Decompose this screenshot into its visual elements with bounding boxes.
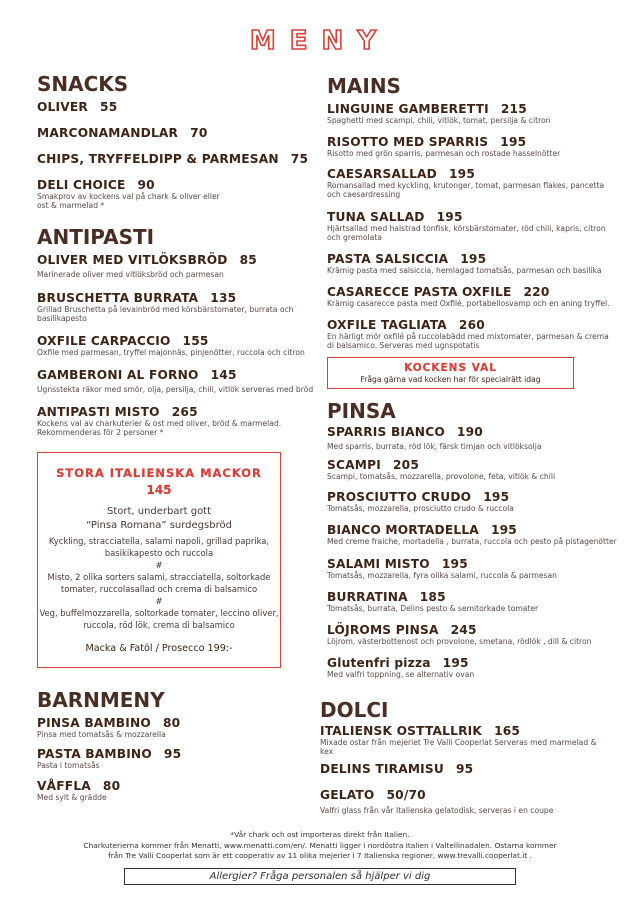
item-name: ITALIENSK OSTTALLRIK xyxy=(320,724,483,738)
item-price: 135 xyxy=(210,291,237,305)
item-description: Löjrom, västerbottenost och provolone, smetana, rödlök , dill & citron xyxy=(327,637,592,646)
menu-item xyxy=(37,253,327,280)
item-description: Kockens val av charkuterier & ost med oliver, bröd & marmelad. Rekommenderas för 2 personer * xyxy=(37,419,282,437)
menu-item xyxy=(327,557,617,581)
item-price: 195 xyxy=(490,523,517,537)
menu-item xyxy=(327,102,617,126)
snacks-heading: SNACKS xyxy=(37,72,129,96)
item-price: 260 xyxy=(458,318,485,332)
mackor-title: STORA ITALIENSKA MACKOR xyxy=(56,466,262,480)
menu-item xyxy=(327,425,617,452)
item-description: Pasta i tomatsås xyxy=(37,761,100,770)
item-name: LÖJROMS PINSA xyxy=(327,623,439,637)
item-name: OLIVER xyxy=(37,100,89,114)
item-price: 205 xyxy=(392,458,419,472)
item-name: RISOTTO MED SPARRIS xyxy=(327,135,489,149)
item-description: En härligt mör oxfilé på ruccolabädd med mixtomater, parmesan & crema di balsamico. Serveras med ugnspotatis xyxy=(327,332,609,350)
item-price: 90 xyxy=(137,178,155,192)
kockens-val-text: Fråga gärna vad kocken har för specialrätt idag xyxy=(360,375,541,384)
item-price: 195 xyxy=(449,167,476,181)
menu-item xyxy=(327,523,617,547)
item-price: 195 xyxy=(442,656,469,670)
menu-item xyxy=(37,405,297,438)
mains-heading: MAINS xyxy=(327,74,401,98)
item-description: Med sparris, burrata, röd lök, färsk timjan och vitlöksolja xyxy=(327,442,542,451)
menu-item xyxy=(37,291,327,324)
item-price: 220 xyxy=(523,285,550,299)
menu-item xyxy=(37,126,327,140)
item-price: 95 xyxy=(163,747,182,761)
footer-line: från Tre Valli Cooperlat som är ett cooperativ av 11 olika mejerier i 7 Italienska regioner, www.trevalli.cooperlat.it . xyxy=(108,851,532,860)
dolci-heading: DOLCI xyxy=(320,698,389,722)
item-name: BURRATINA xyxy=(327,590,408,604)
menu-item xyxy=(37,368,327,395)
mackor-price: 145 xyxy=(146,483,172,497)
menu-item xyxy=(327,167,617,200)
menu-item xyxy=(327,210,617,243)
item-price: 245 xyxy=(450,623,477,637)
item-description: Oxfile med parmesan, tryffel majonnäs, pinjenötter, ruccola och citron xyxy=(37,348,305,357)
allergy-notice: Allergier? Fråga personalen så hjälper vi dig xyxy=(124,868,516,885)
item-price: 265 xyxy=(171,405,198,419)
item-name: PROSCIUTTO CRUDO xyxy=(327,490,472,504)
pinsa-heading: PINSA xyxy=(327,399,396,423)
menu-item xyxy=(327,490,617,514)
mackor-line: Veg, buffelmozzarella, soltorkade tomater, leccino oliver, xyxy=(39,608,279,618)
item-description: Risotto med grön sparris, parmesan och rostade hasselnötter xyxy=(327,149,561,158)
mackor-line: tomater, ruccolasallad och crema di balsamico xyxy=(60,584,258,594)
mackor-line: basikikapesto och ruccola xyxy=(104,548,214,558)
item-description: Romansallad med kyckling, krutonger, tomat, parmesan flakes, pancetta och caesardressing xyxy=(327,181,605,199)
item-description: Smakprov av kockens val på chark & oliver eller ost & marmelad * xyxy=(37,192,220,210)
item-price: 85 xyxy=(239,253,257,267)
item-name: CAESARSALLAD xyxy=(327,167,437,181)
item-name: Glutenfri pizza xyxy=(327,656,431,670)
item-name: VÅFFLA xyxy=(37,779,91,793)
item-name: PASTA SALSICCIA xyxy=(327,252,449,266)
item-name: MARCONAMANDLAR xyxy=(37,126,179,140)
menu-item xyxy=(37,100,327,114)
menu-item xyxy=(327,135,617,159)
menu-item xyxy=(327,285,617,309)
item-price: 155 xyxy=(182,334,209,348)
item-price: 165 xyxy=(494,724,521,738)
item-name: CHIPS, TRYFFELDIPP & PARMESAN xyxy=(37,152,279,166)
item-description: Pinsa med tomatsås & mozzarella xyxy=(37,730,166,739)
item-description: Krämig casarecce pasta med Oxfilé, portabellosvamp och en aning tryffel. xyxy=(327,299,610,308)
item-name: DELINS TIRAMISU xyxy=(320,762,444,776)
item-description: Tomatsås, mozzarella, prosciutto crudo & ruccola xyxy=(327,504,514,513)
footer-notes xyxy=(0,830,640,862)
mackor-line: Misto, 2 olika sorters salami, stracciatella, soltorkade xyxy=(47,572,271,582)
item-description: Med valfri toppning, se alternativ ovan xyxy=(327,670,475,679)
item-price: 195 xyxy=(460,252,487,266)
item-name: SCAMPI xyxy=(327,458,381,472)
item-description: Scampi, tomatsås, mozzarella, provolone, feta, vitlök & chili xyxy=(327,472,556,481)
mackor-separator: # xyxy=(155,596,163,606)
kockens-val-title: KOCKENS VAL xyxy=(404,362,497,374)
item-price: 215 xyxy=(500,102,527,116)
item-price: 185 xyxy=(419,590,446,604)
barnmeny-heading: BARNMENY xyxy=(37,688,165,712)
item-name: BRUSCHETTA BURRATA xyxy=(37,291,199,305)
item-name: PASTA BAMBINO xyxy=(37,747,152,761)
item-name: SALAMI MISTO xyxy=(327,557,430,571)
item-name: SPARRIS BIANCO xyxy=(327,425,445,439)
mackor-line: Kyckling, stracciatella, salami napoli, grillad paprika, xyxy=(48,536,270,546)
item-price: 195 xyxy=(500,135,527,149)
item-description: Valfri glass från vår Italienska gelatodisk, serveras i en coupe xyxy=(320,806,554,815)
menu-item xyxy=(37,152,327,166)
menu-item xyxy=(37,716,327,740)
menu-item xyxy=(327,623,617,647)
item-name: TUNA SALLAD xyxy=(327,210,425,224)
item-price: 95 xyxy=(455,762,474,776)
menu-item xyxy=(327,318,617,351)
menu-item xyxy=(327,458,617,482)
item-name: LINGUINE GAMBERETTI xyxy=(327,102,489,116)
item-name: ANTIPASTI MISTO xyxy=(37,405,160,419)
item-description: Ugnsstekta räkor med smör, olja, persilja, chili, vitlök serveras med bröd xyxy=(37,385,314,394)
item-description: Marinerade oliver med vitlöksbröd och parmesan xyxy=(37,270,224,279)
menu-item xyxy=(327,656,617,680)
item-name: BIANCO MORTADELLA xyxy=(327,523,479,537)
item-description: Med creme fraiche, mortadella , burrata, ruccola och pesto på pistagenötter xyxy=(327,537,617,546)
item-price: 70 xyxy=(190,126,208,140)
item-description: Hjärtsallad med halstrad tonfisk, körsbärstomater, röd chili, kapris, citron och gremolata xyxy=(327,224,606,242)
item-name: GELATO xyxy=(320,788,375,802)
menu-item xyxy=(327,252,617,276)
mackor-separator: # xyxy=(155,560,163,570)
mackor-combo: Macka & Fatöl / Prosecco 199:- xyxy=(85,643,233,654)
item-price: 195 xyxy=(436,210,463,224)
footer-line: Charkuterierna kommer från Menatti, www.menatti.com/en/. Menatti ligger i nordöstra Italien i Valtellinadalen. Ostarna kommer xyxy=(83,840,557,850)
item-description: Mixade ostar från mejeriet Tre Valli Cooperlat Serveras med marmelad & kex xyxy=(320,738,597,756)
mackor-line: ruccola, röd lök, crema di balsamico xyxy=(83,620,235,630)
menu-item xyxy=(320,762,610,776)
item-price: 80 xyxy=(102,779,121,793)
item-description: Krämig pasta med salsiccia, hemlagad tomatsås, parmesan och basilika xyxy=(327,266,602,275)
item-name: OXFILE TAGLIATA xyxy=(327,318,447,332)
item-description: Tomatsås, burrata, Delins pesto & semitorkade tomater xyxy=(327,604,539,613)
item-name: PINSA BAMBINO xyxy=(37,716,151,730)
menu-item xyxy=(320,724,610,757)
menu-title: MENY xyxy=(249,26,391,56)
item-price: 190 xyxy=(456,425,483,439)
item-description: Med sylt & grädde xyxy=(37,793,107,802)
mackor-subtitle: “Pinsa Romana” surdegsbröd xyxy=(86,520,232,531)
item-price: 145 xyxy=(210,368,237,382)
item-name: OXFILE CARPACCIO xyxy=(37,334,171,348)
antipasti-heading: ANTIPASTI xyxy=(37,225,155,249)
item-description: Tomatsås, mozzarella, fyra olika salami, ruccola & parmesan xyxy=(327,571,557,580)
item-price: 195 xyxy=(441,557,468,571)
item-price: 80 xyxy=(162,716,181,730)
kockens-val-box xyxy=(327,357,574,389)
item-price: 195 xyxy=(483,490,510,504)
item-price: 55 xyxy=(100,100,118,114)
item-description: Grillad Bruschetta på levainbröd med körsbärstomater, burrata och basilikapesto xyxy=(37,305,294,323)
menu-item xyxy=(37,178,227,211)
mackor-box xyxy=(37,452,281,668)
item-price: 75 xyxy=(290,152,309,166)
menu-item xyxy=(37,334,327,358)
menu-item xyxy=(320,788,610,816)
item-name: CASARECCE PASTA OXFILE xyxy=(327,285,512,299)
item-name: OLIVER MED VITLÖKSBRÖD xyxy=(37,253,228,267)
footer-line: *Vår chark och ost importeras direkt från Italien. xyxy=(230,830,410,839)
menu-item xyxy=(37,747,327,771)
menu-item xyxy=(327,590,617,614)
mackor-subtitle: Stort, underbart gott xyxy=(106,506,212,517)
item-name: GAMBERONI AL FORNO xyxy=(37,368,199,382)
menu-item xyxy=(37,779,327,803)
item-name: DELI CHOICE xyxy=(37,178,126,192)
item-price: 50/70 xyxy=(386,788,426,802)
item-description: Spaghetti med scampi, chili, vitlök, tomat, persilja & citron xyxy=(327,116,551,125)
